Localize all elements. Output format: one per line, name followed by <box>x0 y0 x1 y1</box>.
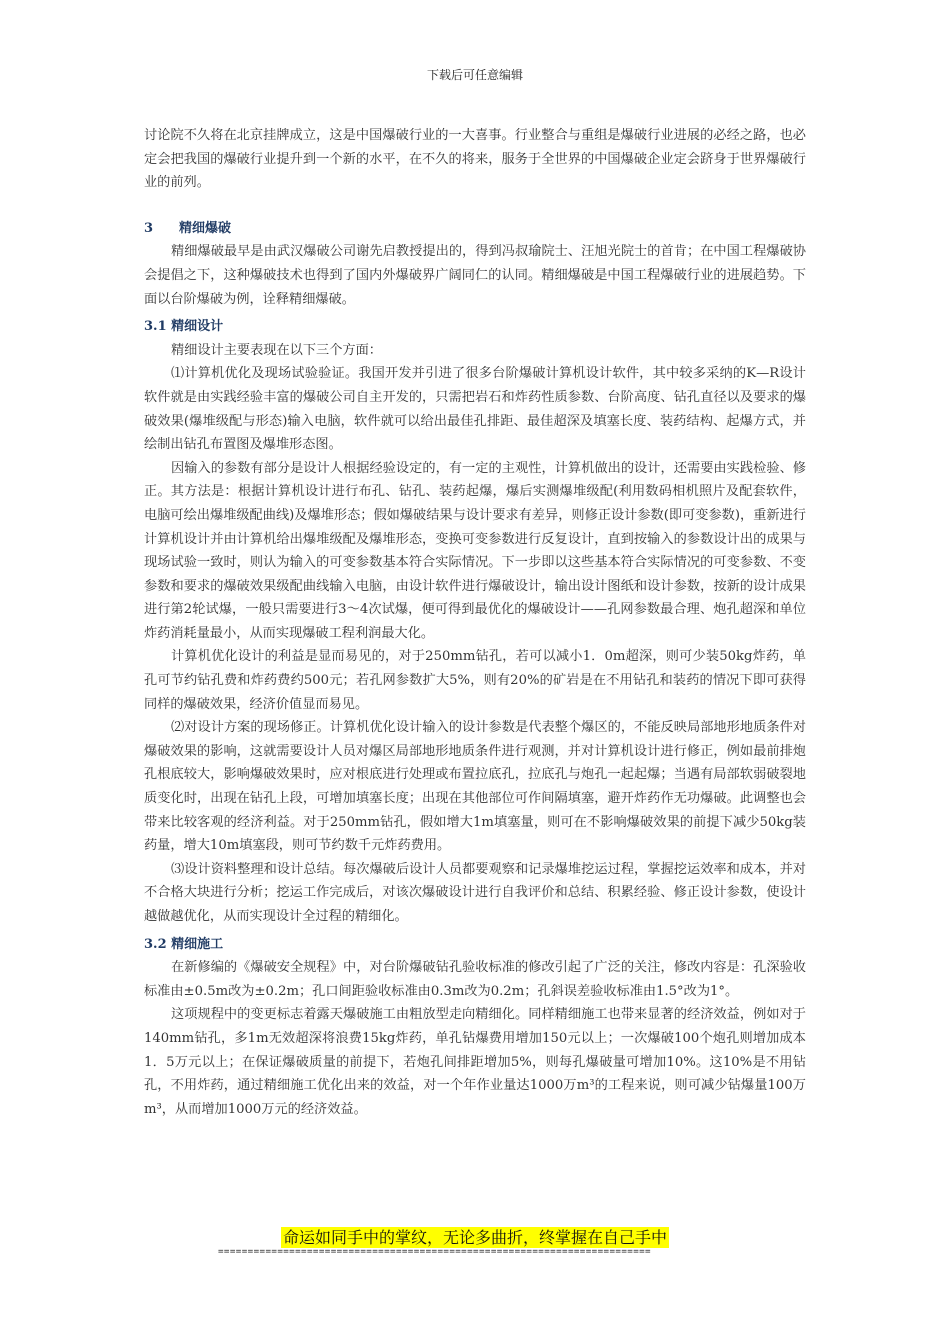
section-3-1-paragraph-1: 精细设计主要表现在以下三个方面： <box>171 342 382 358</box>
footer-divider: ========================================================================= <box>218 1246 651 1257</box>
footer-motto <box>0 1225 950 1248</box>
section-3-1-paragraph-2: ⑴计算机优化及现场试验验证。我国开发并引进了很多台阶爆破计算机设计软件，其中较多采纳的K—R设计软件就是由实践经验丰富的爆破公司自主开发的，只需把岩石和炸药性质参数、台阶高度、钻孔直径以及要求的爆破效果(爆堆级配与形态)输入电脑，软件就可以给出最佳孔排距、最佳超深及填塞长度、装药结构、起爆方式，并绘制出钻孔布置图及爆堆形态图。 <box>144 366 806 453</box>
section-3-1-heading: 3.1 精细设计 <box>144 319 224 335</box>
document-body <box>144 124 806 1121</box>
section-3-1-paragraph-4: 计算机优化设计的利益是显而易见的，对于250mm钻孔，若可以减小1．0m超深，则可少装50kg炸药，单孔可节约钻孔费和炸药费约500元；若孔网参数扩大5%，则有20%的矿岩是在不用钻孔和装药的情况下即可获得同样的爆破效果，经济价值显而易见。 <box>144 649 806 712</box>
section-spacer <box>144 195 806 217</box>
section-3-heading: 3 精细爆破 <box>144 220 232 236</box>
section-3-2-paragraph-1: 在新修编的《爆破安全规程》中，对台阶爆破钻孔验收标准的修改引起了广泛的关注，修改内容是：孔深验收标准由±0.5m改为±0.2m；孔口间距验收标准由0.3m改为0.2m；孔斜误差验收标准由1.5°改为1°。 <box>144 960 806 999</box>
section-3-1-paragraph-6: ⑶设计资料整理和设计总结。每次爆破后设计人员都要观察和记录爆堆挖运过程，掌握挖运效率和成本，并对不合格大块进行分析；挖运工作完成后，对该次爆破设计进行自我评价和总结、积累经验、修正设计参数，使设计越做越优化，从而实现设计全过程的精细化。 <box>144 861 806 924</box>
section-3-2-paragraph-2: 这项规程中的变更标志着露天爆破施工由粗放型走向精细化。同样精细施工也带来显著的经济效益，例如对于140mm钻孔，多1m无效超深将浪费15kg炸药，单孔钻爆费用增加150元以上；一次爆破100个炮孔则增加成本1．5万元以上；在保证爆破质量的前提下，若炮孔间排距增加5%，则每孔爆破量可增加10%。这10%是不用钻孔，不用炸药，通过精细施工优化出来的效益，对一个年作业量达1000万m³的工程来说，则可减少钻爆量100万m³，从而增加1000万元的经济效益。 <box>144 1007 806 1117</box>
section-3-paragraph: 精细爆破最早是由武汉爆破公司谢先启教授提出的，得到冯叔瑜院士、汪旭光院士的首肯；在中国工程爆破协会提倡之下，这种爆破技术也得到了国内外爆破界广阔同仁的认同。精细爆破是中国工程爆破行业的进展趋势。下面以台阶爆破为例，诠释精细爆破。 <box>144 244 806 307</box>
intro-paragraph: 讨论院不久将在北京挂牌成立，这是中国爆破行业的一大喜事。行业整合与重组是爆破行业进展的必经之路，也必定会把我国的爆破行业提升到一个新的水平，在不久的将来，服务于全世界的中国爆破企业定会跻身于世界爆破行业的前列。 <box>144 128 806 191</box>
page-header: 下载后可任意编辑 <box>426 68 523 82</box>
section-3-1-paragraph-5: ⑵对设计方案的现场修正。计算机优化设计输入的设计参数是代表整个爆区的，不能反映局部地形地质条件对爆破效果的影响，这就需要设计人员对爆区局部地形地质条件进行观测，并对计算机设计进行修正，例如最前排炮孔根底较大，影响爆破效果时，应对根底进行处理或布置拉底孔，拉底孔与炮孔一起起爆；当遇有局部软弱破裂地质变化时，出现在钻孔上段，可增加填塞长度；出现在其他部位可作间隔填塞，避开炸药作无功爆破。此调整也会带来比较客观的经济利益。对于250mm钻孔，假如增大1m填塞量，则可在不影响爆破效果的前提下减少50kg装药量，增大10m填塞段，则可节约数千元炸药费用。 <box>144 720 806 854</box>
section-3-1-paragraph-3: 因输入的参数有部分是设计人根据经验设定的，有一定的主观性，计算机做出的设计，还需要由实践检验、修正。其方法是：根据计算机设计进行布孔、钻孔、装药起爆，爆后实测爆堆级配(利用数码相机照片及配套软件，电脑可绘出爆堆级配曲线)及爆堆形态；假如爆破结果与设计要求有差异，则修正设计参数(即可变参数)，重新进行计算机设计并由计算机给出爆堆级配及爆堆形态，变换可变参数进行反复设计，直到按输入的参数设计出的成果与现场试验一致时，则认为输入的可变参数基本符合实际情况。下一步即以这些基本符合实际情况的可变参数、不变参数和要求的爆破效果级配曲线输入电脑，由设计软件进行爆破设计，输出设计图纸和设计参数，按新的设计成果进行第2轮试爆，一般只需要进行3～4次试爆，便可得到最优化的爆破设计——孔网参数最合理、炮孔超深和单位炸药消耗量最小，从而实现爆破工程利润最大化。 <box>144 460 806 641</box>
motto-highlight: 命运如同手中的掌纹，无论多曲折，终掌握在自己手中 <box>282 1228 667 1247</box>
section-3-2-heading: 3.2 精细施工 <box>144 936 224 952</box>
